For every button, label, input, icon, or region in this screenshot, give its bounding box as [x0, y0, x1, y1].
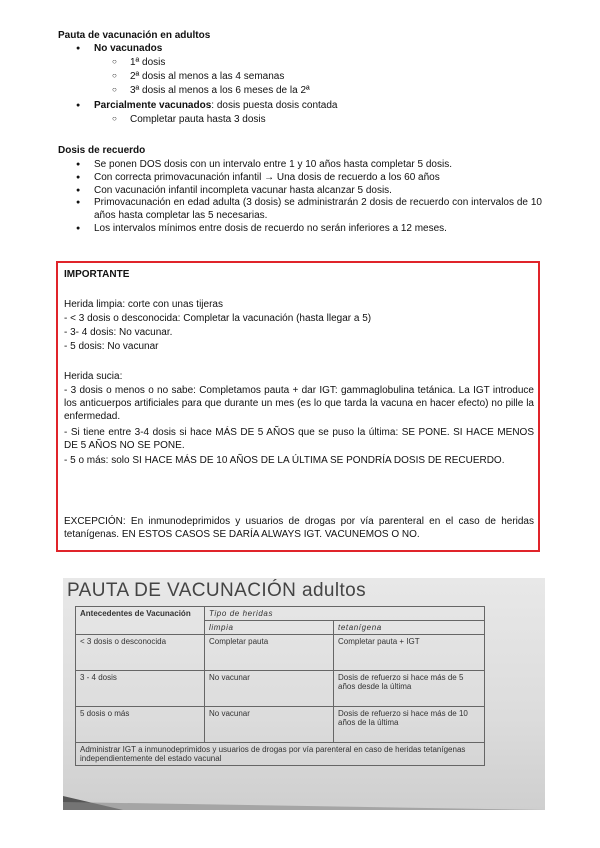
table-cell: No vacunar — [205, 671, 334, 707]
sucia-paragraph-2: - Si tiene entre 3-4 dosis si hace MÁS DE 5 AÑOS que se puso la última: SE PONE. SI HACE MENOS DE 5 AÑOS NO SE PONE. — [64, 427, 534, 451]
table-cell: 3 - 4 dosis — [76, 671, 205, 707]
herida-sucia-title: Herida sucia: — [64, 371, 123, 382]
vaccination-table — [75, 606, 485, 766]
table-cell: 5 dosis o más — [76, 707, 205, 743]
no-vacunados-bullet: ● No vacunados — [94, 42, 162, 55]
slide-title: PAUTA DE VACUNACIÓN adultos — [67, 580, 367, 601]
recuerdo-list — [94, 159, 542, 236]
list-item: ● Con vacunación infantil incompleta vacunar hasta alcanzar 5 dosis. — [94, 185, 542, 198]
header-tipo-heridas: Tipo de heridas — [205, 607, 485, 621]
no-vacunados-item-3: ○ 3ª dosis al menos a los 6 meses de la 2ª — [130, 84, 310, 97]
sucia-paragraph-3: - 5 o más: solo SI HACE MÁS DE 10 AÑOS DE LA ÚLTIMA SE PONDRÍA DOSIS DE RECUERDO. — [64, 455, 505, 466]
table-cell: Completar pauta + IGT — [334, 635, 485, 671]
table-cell: Dosis de refuerzo si hace más de 5 años desde la última — [334, 671, 485, 707]
parcial-item-1: ○ Completar pauta hasta 3 dosis — [130, 113, 266, 126]
no-vacunados-item-1: ○ 1ª dosis — [130, 56, 165, 69]
table-row — [76, 743, 485, 766]
recuerdo-section-title: Dosis de recuerdo — [58, 145, 146, 156]
vaccination-slide-image — [63, 578, 545, 810]
list-item: ● Los intervalos mínimos entre dosis de recuerdo no serán inferiores a 12 meses. — [94, 223, 542, 236]
header-antecedentes: Antecedentes de Vacunación — [76, 607, 205, 635]
important-box — [56, 261, 540, 552]
parcial-label: Parcialmente vacunados — [94, 100, 212, 111]
limpia-line-2: - 3- 4 dosis: No vacunar. — [64, 327, 173, 338]
table-row — [76, 707, 485, 743]
table-row — [76, 607, 485, 621]
header-limpia: limpia — [205, 621, 334, 635]
list-item: ● Se ponen DOS dosis con un intervalo entre 1 y 10 años hasta completar 5 dosis. — [94, 159, 542, 172]
table-cell: Dosis de refuerzo si hace más de 10 años de la última — [334, 707, 485, 743]
list-item: ● Primovacunación en edad adulta (3 dosis) se administrarán 2 dosis de recuerdo con intervalos de 10 años hasta completar las 5 necesarias. — [94, 197, 542, 223]
table-row — [76, 671, 485, 707]
limpia-line-3: - 5 dosis: No vacunar — [64, 341, 159, 352]
list-item: ● Con correcta primovacunación infantil → Una dosis de recuerdo a los 60 años — [94, 172, 542, 185]
excepcion-paragraph: EXCEPCIÓN: En inmunodeprimidos y usuarios de drogas por vía parenteral en el caso de heridas tetanígenas. EN ESTOS CASOS SE DARÍA ALWAYS IGT. VACUNEMOS O NO. — [64, 516, 534, 540]
parcial-bullet — [94, 99, 337, 112]
sucia-paragraph-1: - 3 dosis o menos o no sabe: Completamos pauta + dar IGT: gammaglobulina tetánica. La IGT introduce los anticuerpos artificiales para que durante un mes (es lo que tarda la vacuna en hacer efecto) no pille la enfermedad. — [64, 385, 534, 422]
table-cell: < 3 dosis o desconocida — [76, 635, 205, 671]
table-footer-note: Administrar IGT a inmunodeprimidos y usuarios de drogas por vía parenteral en caso de heridas tetanígenas independientemente del estado vacunal — [76, 743, 485, 766]
adults-section-title: Pauta de vacunación en adultos — [58, 30, 211, 41]
limpia-line-1: - < 3 dosis o desconocida: Completar la vacunación (hasta llegar a 5) — [64, 313, 372, 324]
table-cell: No vacunar — [205, 707, 334, 743]
parcial-text: : dosis puesta dosis contada — [211, 100, 338, 111]
header-tetanigena: tetanígena — [334, 621, 485, 635]
important-title: IMPORTANTE — [64, 269, 130, 280]
table-cell: Completar pauta — [205, 635, 334, 671]
herida-limpia-title: Herida limpia: corte con unas tijeras — [64, 299, 223, 310]
no-vacunados-item-2: ○ 2ª dosis al menos a las 4 semanas — [130, 70, 284, 83]
table-row — [76, 635, 485, 671]
slide-decoration — [63, 796, 545, 810]
